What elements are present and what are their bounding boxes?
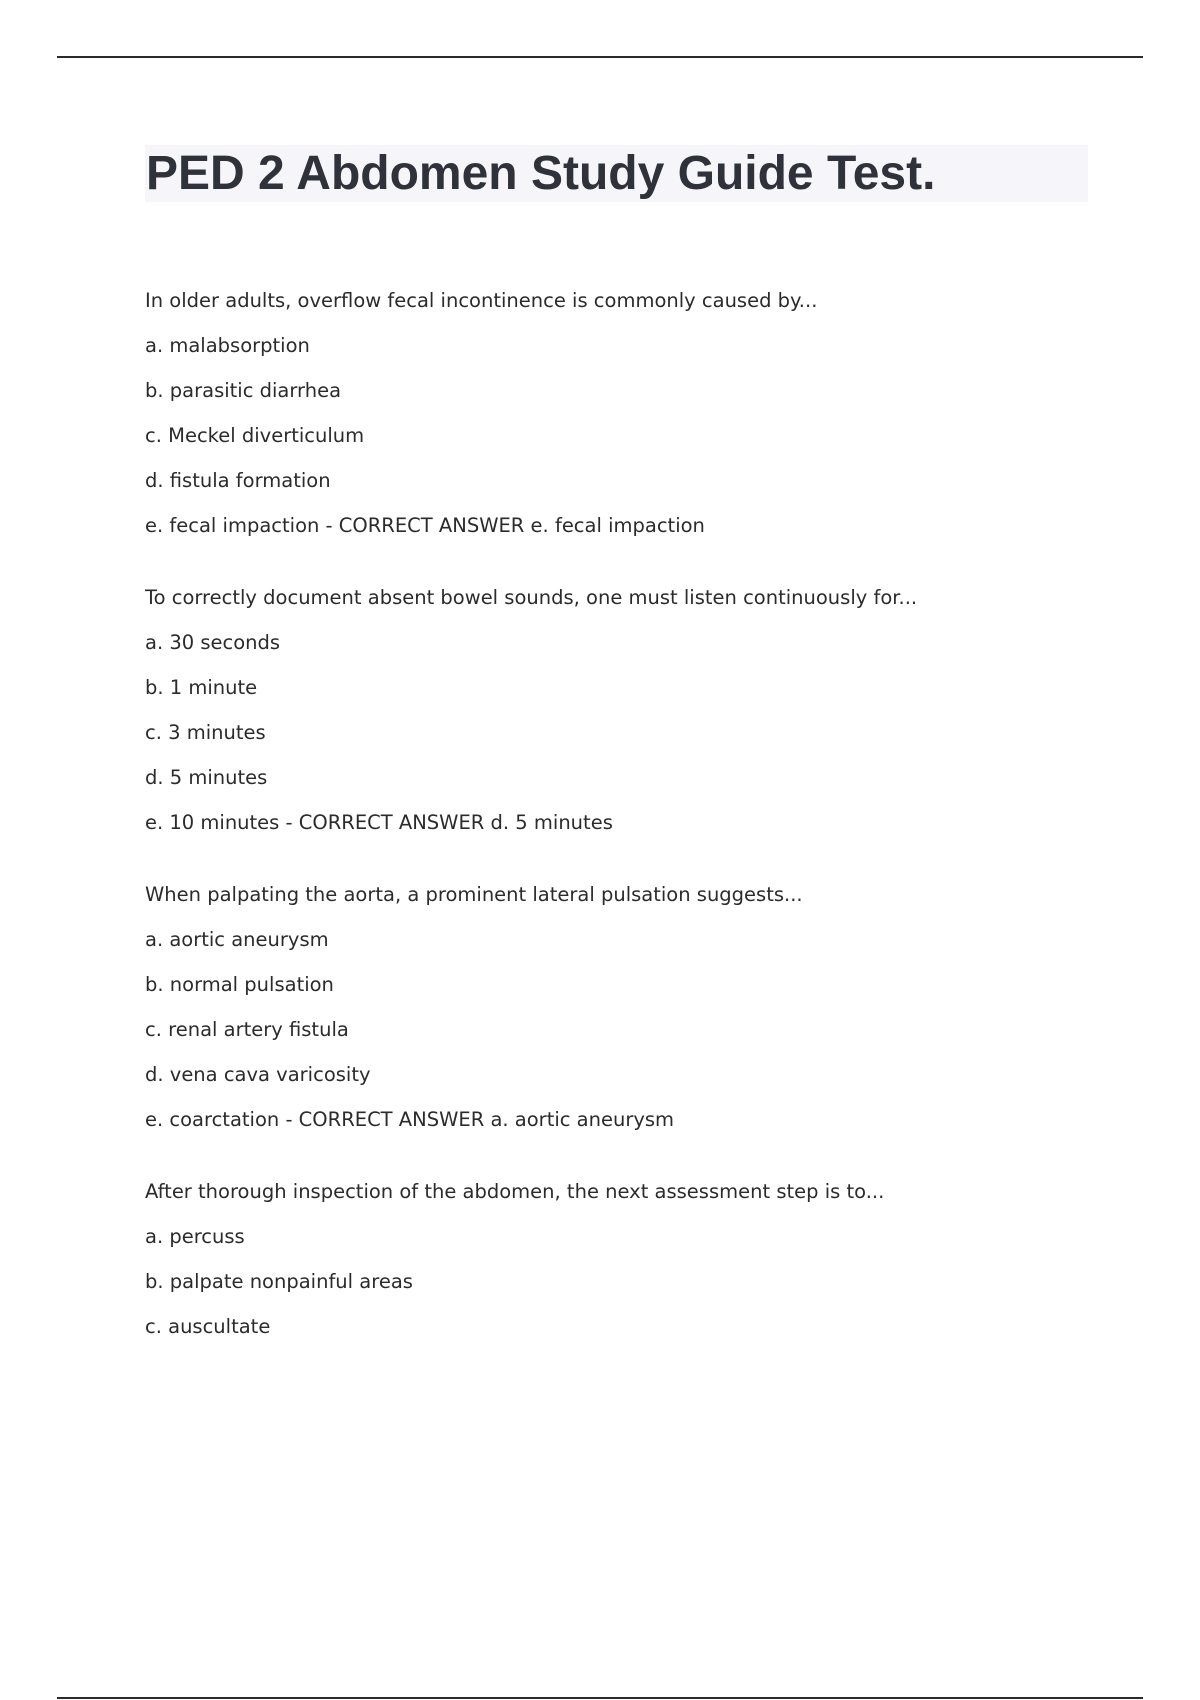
question-prompt: After thorough inspection of the abdomen, the next assessment step is to... — [145, 1180, 885, 1203]
answer-option: b. palpate nonpainful areas — [145, 1270, 413, 1293]
answer-option: b. normal pulsation — [145, 973, 334, 996]
answer-option: a. 30 seconds — [145, 631, 281, 654]
answer-option: a. percuss — [145, 1225, 245, 1248]
question-prompt: In older adults, overflow fecal incontinence is commonly caused by... — [145, 289, 818, 312]
answer-option: e. fecal impaction - CORRECT ANSWER e. fecal impaction — [145, 514, 705, 537]
question-list — [145, 288, 1085, 1340]
answer-option: d. 5 minutes — [145, 766, 268, 789]
answer-option: e. 10 minutes - CORRECT ANSWER d. 5 minutes — [145, 811, 613, 834]
answer-option: b. parasitic diarrhea — [145, 379, 342, 402]
answer-option: c. auscultate — [145, 1315, 271, 1338]
title-block — [145, 145, 1088, 202]
answer-option: d. fistula formation — [145, 469, 331, 492]
question-prompt: When palpating the aorta, a prominent lateral pulsation suggests... — [145, 883, 803, 906]
answer-option: c. Meckel diverticulum — [145, 424, 365, 447]
question-2 — [145, 585, 1085, 836]
header-rule — [57, 56, 1143, 58]
answer-option: a. malabsorption — [145, 334, 310, 357]
answer-option: c. renal artery fistula — [145, 1018, 349, 1041]
answer-option: e. coarctation - CORRECT ANSWER a. aortic aneurysm — [145, 1108, 675, 1131]
question-3 — [145, 882, 1085, 1133]
answer-option: c. 3 minutes — [145, 721, 266, 744]
answer-option: b. 1 minute — [145, 676, 258, 699]
answer-option: d. vena cava varicosity — [145, 1063, 371, 1086]
page-title: PED 2 Abdomen Study Guide Test. — [146, 147, 936, 200]
question-prompt: To correctly document absent bowel sounds, one must listen continuously for... — [145, 586, 918, 609]
question-1 — [145, 288, 1085, 539]
footer-rule — [57, 1697, 1143, 1699]
question-4 — [145, 1179, 1085, 1340]
answer-option: a. aortic aneurysm — [145, 928, 329, 951]
